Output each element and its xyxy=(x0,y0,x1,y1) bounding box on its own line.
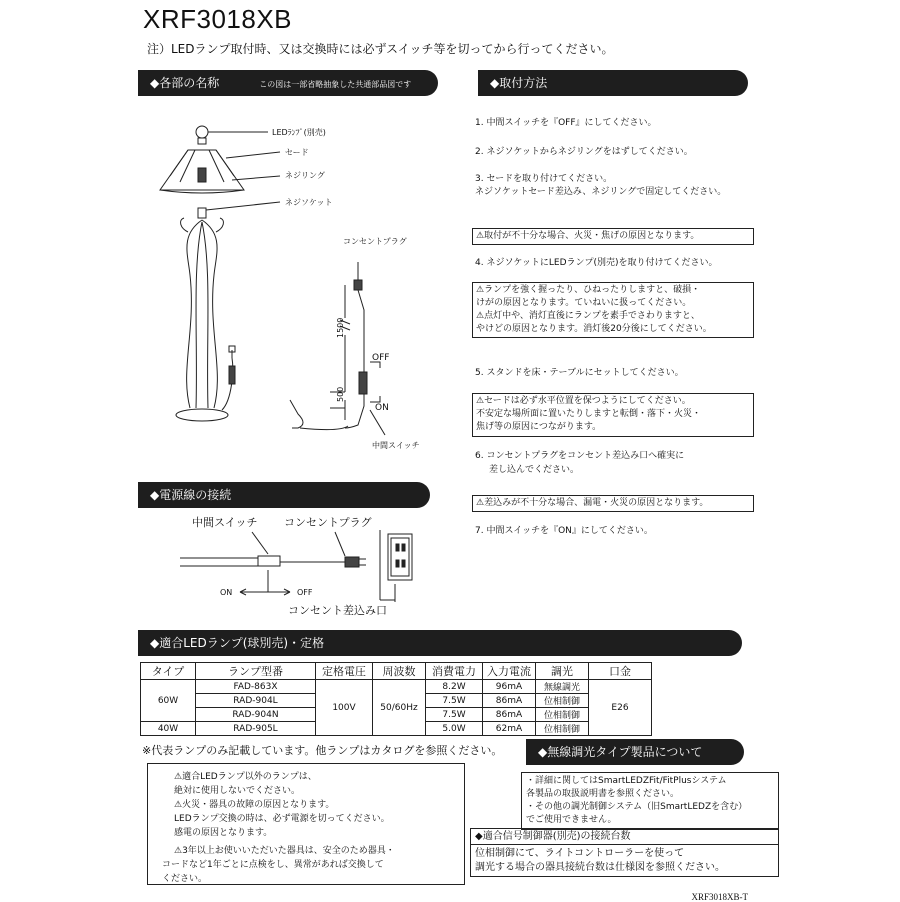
install-step-1: 1. 中間スイッチを『OFF』にしてください。 xyxy=(475,118,657,128)
dimming-cell: 無線調光 xyxy=(536,680,589,694)
model-cell: FAD-863X xyxy=(196,680,316,694)
power-cell: 8.2W xyxy=(426,680,483,694)
wireless-line-2: 各製品の取扱説明書を参照ください。 xyxy=(526,789,680,799)
current-cell: 86mA xyxy=(483,708,536,722)
parts-subtitle: この図は一部省略抽象した共通部品図です xyxy=(259,80,412,89)
dimming-cell: 位相制御 xyxy=(536,708,589,722)
install-note: 注）LEDランプ取付時、又は交換時には必ずスイッチ等を切ってから行ってください。 xyxy=(147,42,614,56)
socket-label: ネジソケット xyxy=(285,198,333,207)
caution-line-4: LEDランプ交換の時は、必ず電源を切ってください。 xyxy=(174,814,390,824)
warning-plug: ⚠差込みが不十分な場合、漏電・火災の原因となります。 xyxy=(472,495,754,512)
wireless-line-3: ・その他の調光制御システム（旧SmartLEDZを含む） xyxy=(526,802,748,812)
caution-line-6: ⚠3年以上お使いいただいた器具は、安全のため器具・ xyxy=(174,846,395,856)
install-step-2: 2. ネジソケットからネジリングをはずしてください。 xyxy=(475,147,693,157)
on-label: ON xyxy=(375,403,389,413)
type-cell: 40W xyxy=(141,722,196,736)
install-step-5: 5. スタンドを床・テーブルにセットしてください。 xyxy=(475,368,684,378)
power-section-header: ◆電源線の接続 xyxy=(138,482,430,508)
header-current: 入力電流 xyxy=(483,663,536,680)
caution-box xyxy=(147,763,465,885)
header-base: 口金 xyxy=(589,663,652,680)
warning-lamp xyxy=(472,282,754,338)
warning-lamp-line-3: ⚠点灯中や、消灯直後にランプを素手でさわりますと、 xyxy=(476,311,700,321)
off-label: OFF xyxy=(372,353,390,363)
controller-title: ◆適合信号制御器(別売)の接続台数 xyxy=(471,830,778,845)
table-row xyxy=(141,680,652,694)
length-1500-label: 1500 xyxy=(336,317,345,338)
dimming-cell: 位相制御 xyxy=(536,694,589,708)
model-number: XRF3018XB xyxy=(143,4,293,34)
install-step-3-detail: ネジソケットセード差込み、ネジリングで固定してください。 xyxy=(475,187,727,197)
warning-install: ⚠取付が不十分な場合、火災・焦げの原因となります。 xyxy=(472,228,754,245)
current-cell: 86mA xyxy=(483,694,536,708)
current-cell: 96mA xyxy=(483,680,536,694)
warning-lamp-line-1: ⚠ランプを強く握ったり、ひねったりしますと、破損・ xyxy=(476,285,701,295)
warning-shade xyxy=(472,393,754,437)
model-cell: RAD-904N xyxy=(196,708,316,722)
caution-line-5: 感電の原因となります。 xyxy=(174,828,273,838)
base-cell: E26 xyxy=(589,680,652,736)
lamp-label: LEDﾗﾝﾌﾟ(別売) xyxy=(272,128,326,137)
header-model: ランプ型番 xyxy=(196,663,316,680)
install-step-6: 6. コンセントプラグをコンセント差込み口へ確実に xyxy=(475,451,685,461)
controller-line-1: 位相制御にて、ライトコントローラーを使って xyxy=(475,848,685,859)
wireless-info-box xyxy=(521,772,779,830)
parts-title: ◆各部の名称 xyxy=(150,76,220,90)
power-cell: 7.5W xyxy=(426,708,483,722)
frequency-cell: 50/60Hz xyxy=(373,680,426,736)
current-cell: 62mA xyxy=(483,722,536,736)
footer-code: XRF3018XB-T xyxy=(691,892,748,902)
wireless-line-1: ・詳細に関してはSmartLEDZFit/FitPlusシステム xyxy=(526,776,727,786)
install-step-6-detail: 差し込んでください。 xyxy=(489,465,580,475)
caution-line-8: ください。 xyxy=(162,874,208,884)
table-header-row xyxy=(141,663,652,680)
outlet-label: コンセント差込み口 xyxy=(288,604,387,617)
plug-label: コンセントプラグ xyxy=(343,237,407,246)
warning-shade-line-3: 焦げ等の原因につながります。 xyxy=(476,422,602,432)
wireless-line-4: でご使用できません。 xyxy=(526,815,617,825)
caution-line-1: ⚠適合LEDランプ以外のランプは、 xyxy=(174,772,317,782)
warning-lamp-line-2: けがの原因となります。ていねいに扱ってください。 xyxy=(476,298,692,308)
lamp-spec-table xyxy=(140,662,652,736)
model-cell: RAD-905L xyxy=(196,722,316,736)
dimming-cell: 位相制御 xyxy=(536,722,589,736)
power-cell: 5.0W xyxy=(426,722,483,736)
switch-label: 中間スイッチ xyxy=(372,441,420,450)
caution-line-3: ⚠火災・器具の故障の原因となります。 xyxy=(174,800,335,810)
model-cell: RAD-904L xyxy=(196,694,316,708)
caution-line-2: 絶対に使用しないでください。 xyxy=(174,786,301,796)
controller-line-2: 調光する場合の器具接続台数は仕様図を参照ください。 xyxy=(475,862,725,873)
power-diagram xyxy=(180,530,430,610)
header-voltage: 定格電圧 xyxy=(316,663,373,680)
install-step-4: 4. ネジソケットにLEDランプ(別売)を取り付けてください。 xyxy=(475,258,718,268)
header-type: タイプ xyxy=(141,663,196,680)
power-plug-label: コンセントプラグ xyxy=(284,516,372,529)
type-cell: 60W xyxy=(141,680,196,722)
warning-lamp-line-4: やけどの原因となります。消灯後20分後にしてください。 xyxy=(476,324,712,334)
caution-line-7: コードなど1年ごとに点検をし、異常があれば交換して xyxy=(162,860,384,870)
header-power: 消費電力 xyxy=(426,663,483,680)
install-section-header: ◆取付方法 xyxy=(478,70,748,96)
voltage-cell: 100V xyxy=(316,680,373,736)
parts-diagram xyxy=(140,110,470,460)
power-off-label: OFF xyxy=(297,588,313,597)
power-cell: 7.5W xyxy=(426,694,483,708)
shade-label: セード xyxy=(285,148,309,157)
header-dimming: 調光 xyxy=(536,663,589,680)
warning-shade-line-1: ⚠セードは必ず水平位置を保つようにしてください。 xyxy=(476,396,691,406)
ring-label: ネジリング xyxy=(285,171,325,180)
header-frequency: 周波数 xyxy=(373,663,426,680)
lamps-section-header: ◆適合LEDランプ(球別売)・定格 xyxy=(138,630,742,656)
install-step-3: 3. セードを取り付けてください。 xyxy=(475,174,613,184)
length-500-label: 500 xyxy=(336,386,345,402)
warning-shade-line-2: 不安定な場所面に置いたりしますと転倒・落下・火災・ xyxy=(476,409,702,419)
parts-section-header xyxy=(138,70,438,96)
install-step-7: 7. 中間スイッチを『ON』にしてください。 xyxy=(475,526,653,536)
lamp-table-note: ※代表ランプのみ記載しています。他ランプはカタログを参照ください。 xyxy=(142,744,503,757)
wireless-section-header: ◆無線調光タイプ製品について xyxy=(526,739,744,765)
power-on-label: ON xyxy=(220,588,233,597)
controller-info-box xyxy=(470,828,779,877)
power-switch-label: 中間スイッチ xyxy=(192,516,258,529)
